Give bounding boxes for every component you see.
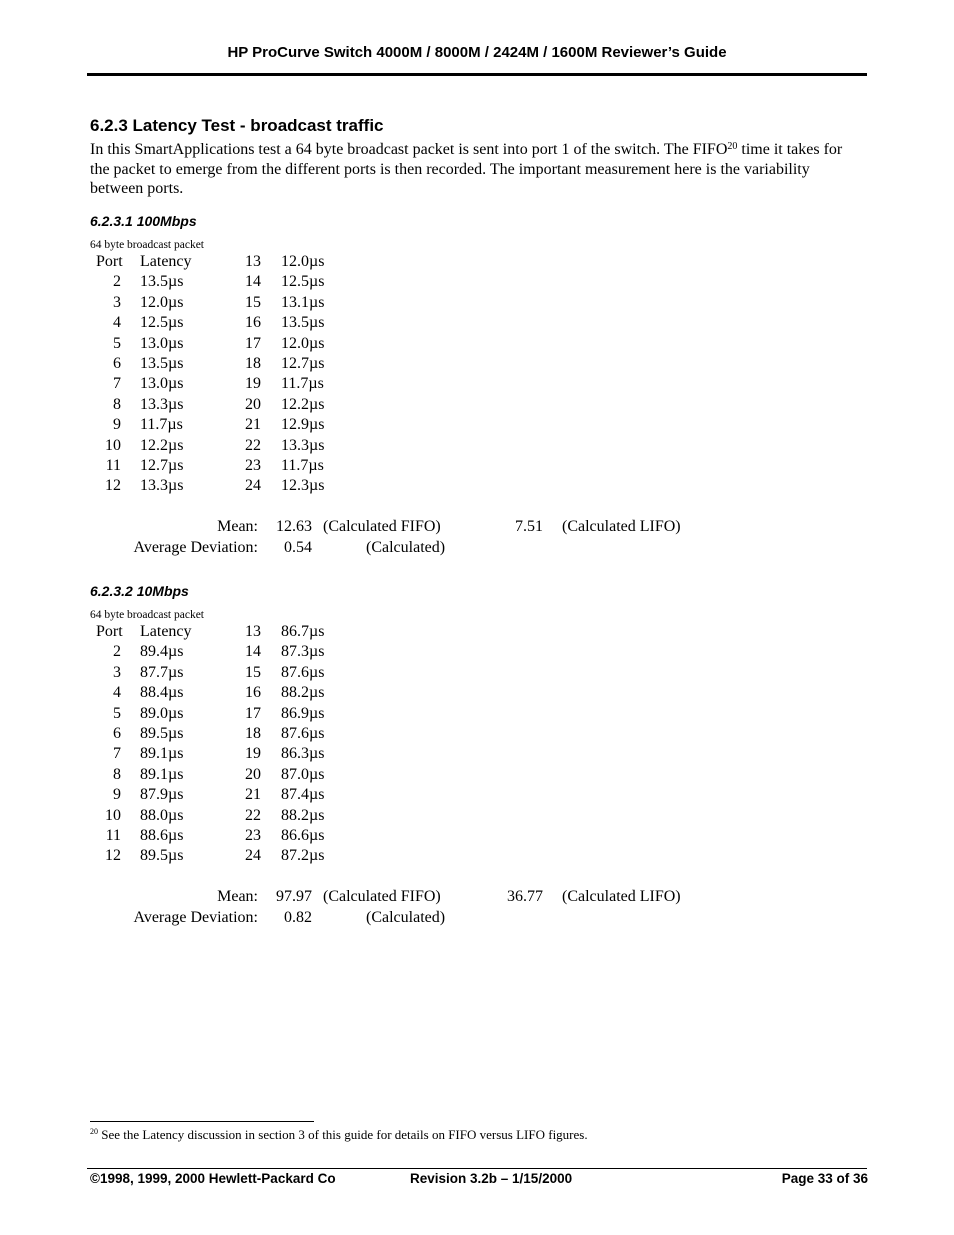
footnote-text: See the Latency discussion in section 3 of this guide for details on FIFO versus LIFO figures. [98,1127,588,1142]
latency-value: 13.3µs [140,395,184,413]
port-number: 24 [245,477,261,495]
port-number: 14 [245,273,261,291]
footer-revision: Revision 3.2b – 1/15/2000 [410,1171,573,1186]
port-number: 19 [245,375,261,393]
latency-value: 13.1µs [281,293,325,311]
port-number: 5 [113,334,121,352]
latency-value: 87.2µs [281,847,325,865]
latency-value: 87.6µs [281,725,325,742]
mean-lifo-note: (Calculated LIFO) [562,518,681,535]
latency-value: 87.9µs [140,786,184,804]
avg-deviation-note: (Calculated) [366,909,446,926]
footnote [90,1127,588,1143]
port-number: 3 [113,663,121,681]
mean-label: Mean: [217,518,258,535]
latency-value: 87.4µs [281,786,325,804]
port-number: 16 [245,314,261,332]
latency-value: 86.6µs [281,827,325,844]
latency-value: 13.3µs [281,436,325,454]
port-number: 15 [245,293,261,311]
col-header-latency: Latency [140,253,192,270]
port-number: 6 [113,725,121,742]
port-number: 8 [113,395,121,413]
port-number: 23 [245,457,261,474]
port-number: 13 [245,253,261,270]
port-number: 2 [113,273,121,291]
latency-value: 13.0µs [140,334,184,352]
port-number: 17 [245,334,261,352]
latency-value: 12.0µs [281,253,325,270]
latency-table-100mbps [0,253,954,563]
latency-value: 12.0µs [140,293,184,311]
footnote-rule [90,1121,314,1122]
latency-value: 12.7µs [281,355,325,372]
latency-value: 12.9µs [281,416,325,434]
port-number: 5 [113,704,121,722]
col-header-port: Port [96,253,123,270]
mean-lifo-value: 36.77 [507,888,543,905]
avg-deviation-note: (Calculated) [366,539,446,556]
latency-value: 12.7µs [140,457,184,474]
port-number: 20 [245,395,261,413]
latency-value: 13.5µs [140,355,184,372]
port-number: 14 [245,643,261,661]
latency-value: 89.1µs [140,745,184,763]
latency-value: 88.0µs [140,806,184,824]
port-number: 7 [113,745,121,763]
latency-value: 87.6µs [281,663,325,681]
port-number: 9 [113,416,121,434]
latency-value: 89.1µs [140,765,184,783]
port-number: 11 [105,827,121,844]
port-number: 10 [105,436,121,454]
footnote-reference: 20 [727,141,738,152]
latency-value: 88.6µs [140,827,184,844]
latency-value: 88.4µs [140,684,184,702]
port-number: 2 [113,643,121,661]
port-number: 4 [113,314,121,332]
page-header-title: HP ProCurve Switch 4000M / 8000M / 2424M / 1600M Reviewer’s Guide [227,44,727,61]
port-number: 19 [245,745,261,763]
latency-value: 11.7µs [140,416,183,434]
intro-text-1: In this SmartApplications test a 64 byte broadcast packet is sent into port 1 of the switch. The FIFO [90,141,728,158]
latency-value: 12.3µs [281,477,325,495]
section-heading: 6.2.3 Latency Test - broadcast traffic [90,116,384,135]
latency-value: 13.5µs [281,314,325,332]
latency-value: 12.2µs [140,436,184,454]
port-number: 24 [245,847,261,865]
latency-value: 88.2µs [281,684,325,702]
port-number: 20 [245,765,261,783]
latency-value: 86.9µs [281,704,325,722]
port-number: 8 [113,765,121,783]
port-number: 13 [245,623,261,640]
port-number: 11 [105,457,121,474]
mean-fifo-note: (Calculated FIFO) [323,518,441,535]
test-heading-10mbps: 6.2.3.2 10Mbps [90,583,189,599]
latency-value: 89.4µs [140,643,184,661]
port-number: 3 [113,293,121,311]
avg-deviation-label: Average Deviation: [133,909,258,926]
latency-value: 12.5µs [281,273,325,291]
intro-paragraph [90,140,860,199]
latency-value: 89.0µs [140,704,184,722]
port-number: 21 [245,786,261,804]
mean-label: Mean: [217,888,258,905]
footnote-marker: 20 [90,1127,98,1136]
latency-value: 86.7µs [281,623,325,640]
footer-rule [87,1168,867,1169]
port-number: 10 [105,806,121,824]
test-caption-100mbps: 64 byte broadcast packet [90,239,204,251]
latency-value: 12.0µs [281,334,325,352]
test-heading-100mbps: 6.2.3.1 100Mbps [90,213,197,229]
intro-text-2: time it takes for the packet to emerge from the different ports is then recorded. The important measurement here is the variability between ports. [90,141,843,197]
latency-value: 88.2µs [281,806,325,824]
latency-value: 13.3µs [140,477,184,495]
col-header-latency: Latency [140,623,192,640]
port-number: 17 [245,704,261,722]
latency-value: 86.3µs [281,745,325,763]
port-number: 22 [245,436,261,454]
port-number: 18 [245,725,261,742]
avg-deviation-label: Average Deviation: [133,539,258,556]
latency-value: 87.3µs [281,643,325,661]
latency-value: 11.7µs [281,457,324,474]
latency-table-10mbps [0,623,954,933]
latency-value: 89.5µs [140,847,184,865]
footer-page-number: Page 33 of 36 [781,1171,868,1186]
port-number: 4 [113,684,121,702]
mean-lifo-value: 7.51 [515,518,543,535]
latency-value: 11.7µs [281,375,324,393]
avg-deviation-value: 0.82 [284,909,312,926]
latency-value: 12.2µs [281,395,325,413]
port-number: 9 [113,786,121,804]
port-number: 21 [245,416,261,434]
port-number: 23 [245,827,261,844]
mean-fifo-note: (Calculated FIFO) [323,888,441,905]
port-number: 12 [105,847,121,865]
mean-fifo-value: 97.97 [276,888,312,905]
port-number: 16 [245,684,261,702]
port-number: 15 [245,663,261,681]
col-header-port: Port [96,623,123,640]
latency-value: 87.7µs [140,663,184,681]
latency-value: 89.5µs [140,725,184,742]
footer-copyright: ©1998, 1999, 2000 Hewlett-Packard Co [90,1171,336,1186]
latency-value: 12.5µs [140,314,184,332]
header-rule [87,73,867,76]
mean-lifo-note: (Calculated LIFO) [562,888,681,905]
port-number: 12 [105,477,121,495]
port-number: 7 [113,375,121,393]
latency-value: 13.0µs [140,375,184,393]
latency-value: 87.0µs [281,765,325,783]
test-caption-10mbps: 64 byte broadcast packet [90,609,204,621]
avg-deviation-value: 0.54 [284,539,312,556]
port-number: 22 [245,806,261,824]
port-number: 18 [245,355,261,372]
latency-value: 13.5µs [140,273,184,291]
port-number: 6 [113,355,121,372]
mean-fifo-value: 12.63 [276,518,312,535]
